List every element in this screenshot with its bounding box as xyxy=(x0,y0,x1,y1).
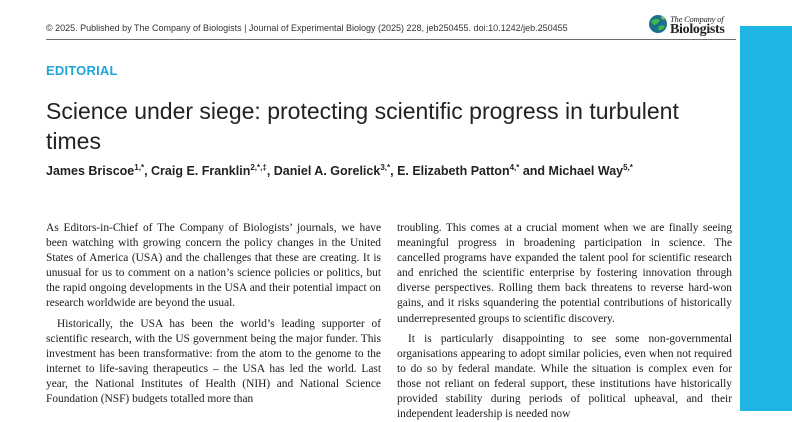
globe-icon xyxy=(648,13,668,35)
author-name[interactable]: Daniel A. Gorelick xyxy=(273,164,381,178)
header-divider xyxy=(46,39,736,40)
author-name[interactable]: Craig E. Franklin xyxy=(151,164,251,178)
journal-citation: © 2025. Published by The Company of Biologists | Journal of Experimental Biology (2025) 228, jeb250455. doi:10.1242/jeb.250455 xyxy=(46,23,568,33)
author-list: James Briscoe$^{1,*}$, Craig E. Franklin$^{2,*,\ddagger}$, Daniel A. Gorelick$^{3,*}$, E. Elizabeth Patton$^{4,*}$ and Michael Way$^{5,*}$ xyxy=(46,162,633,178)
author-affiliation: 1,* xyxy=(134,162,145,172)
author-name[interactable]: Michael Way xyxy=(548,164,624,178)
author-affiliation: 3,* xyxy=(380,162,391,172)
author-affiliation: 2,*,‡ xyxy=(250,162,267,172)
logo-text-big: Biologists xyxy=(670,22,725,37)
logo-text-small: The Company of xyxy=(670,14,724,24)
body-column-left xyxy=(46,221,381,407)
body-paragraph: It is particularly disappointing to see some non-governmental organisations appearing to adopt similar policies, even when not required to do so by federal mandate. While the situation is complex even for those not reliant on federal support, these institutions have historically provided stability during periods of political upheaval, and their independent leadership is needed now xyxy=(397,332,732,421)
author-name[interactable]: E. Elizabeth Patton xyxy=(397,164,510,178)
section-label: EDITORIAL xyxy=(46,63,118,78)
body-paragraph: As Editors-in-Chief of The Company of Biologists’ journals, we have been watching with growing concern the policy changes in the United States of America (USA) and the challenges that these are creating. It is unusual for us to comment on a nation’s science policies or politics, but the rapid ongoing developments in the USA and their potential impact on research worldwide are beyond the usual. xyxy=(46,222,381,310)
author-name[interactable]: James Briscoe xyxy=(46,164,135,178)
publisher-logo[interactable] xyxy=(648,12,740,40)
body-column-right xyxy=(397,221,732,422)
author-affiliation: 4,* xyxy=(509,162,520,172)
accent-side-bar xyxy=(740,26,792,411)
article-title: Science under siege: protecting scientific progress in turbulent times xyxy=(46,98,679,154)
body-paragraph: Historically, the USA has been the world’s leading supporter of scientific research, with the US government being the major funder. This investment has been transformative: from the atom to the genome to the internet to life-saving therapeutics – the USA has led the world. Last year, the National Institutes of Health (NIH) and National Science Foundation (NSF) budgets totalled more than xyxy=(46,317,381,406)
body-paragraph: troubling. This comes at a crucial moment when we are finally seeing meaningful progress in broadening participation in science. The cancelled programs have expanded the talent pool for scientific research and enriched the scientific enterprise by fostering innovation through diverse perspectives. Rolling them back threatens to reverse hard-won gains, and it risks squandering the potential contributions of historically underrepresented groups to scientific discovery. xyxy=(397,222,732,325)
author-affiliation: 5,* xyxy=(623,162,633,172)
